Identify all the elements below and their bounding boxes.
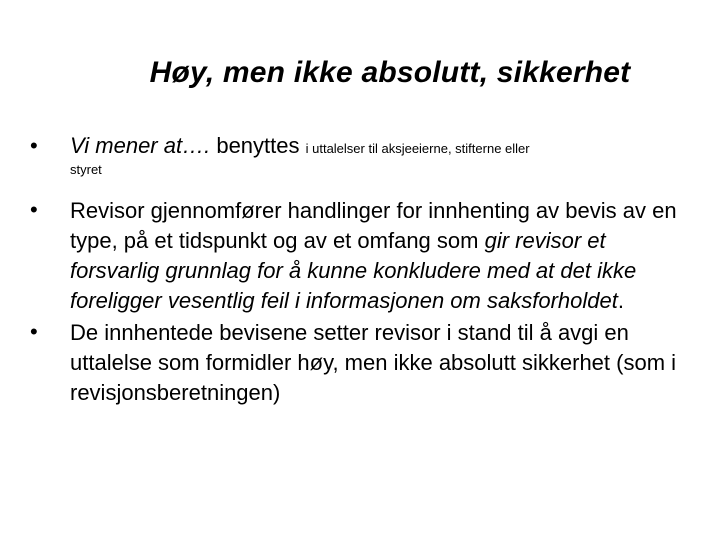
- bullet-2-italic: gir revisor et forsvarlig grunnlag for å kunne konkludere med at det ikke foreligger vesentlig feil i informasjonen om saksforholdet: [70, 228, 637, 313]
- bullet-1-lead: benyttes: [210, 133, 306, 158]
- slide-title: Høy, men ikke absolutt, sikkerhet: [149, 56, 631, 89]
- bullet-2-plain: Revisor gjennomfører handlinger for innhenting av bevis av en type, på et tidspunkt og av et omfang som: [70, 198, 677, 253]
- bullet-1-small-text: i uttalelser til aksjeeierne, stifterne eller: [305, 141, 530, 156]
- bullet-1-italic-lead: Vi mener at….: [70, 133, 211, 158]
- bullet-3-text: De innhentede bevisene setter revisor i stand til å avgi en uttalelse som formidler høy, men ikke absolutt sikkerhet (som i revisjonsberetningen): [70, 320, 677, 405]
- bullet-1-small-wrap: styret: [70, 162, 102, 177]
- bullet-2-end: .: [617, 288, 624, 313]
- bullet-dot: •: [30, 133, 38, 158]
- bullet-list: [30, 132, 690, 408]
- bullet-item-3: [30, 318, 690, 408]
- bullet-item-1: [30, 132, 690, 178]
- bullet-item-2: [30, 196, 690, 316]
- bullet-dot: •: [30, 319, 38, 344]
- bullet-dot: •: [30, 197, 38, 222]
